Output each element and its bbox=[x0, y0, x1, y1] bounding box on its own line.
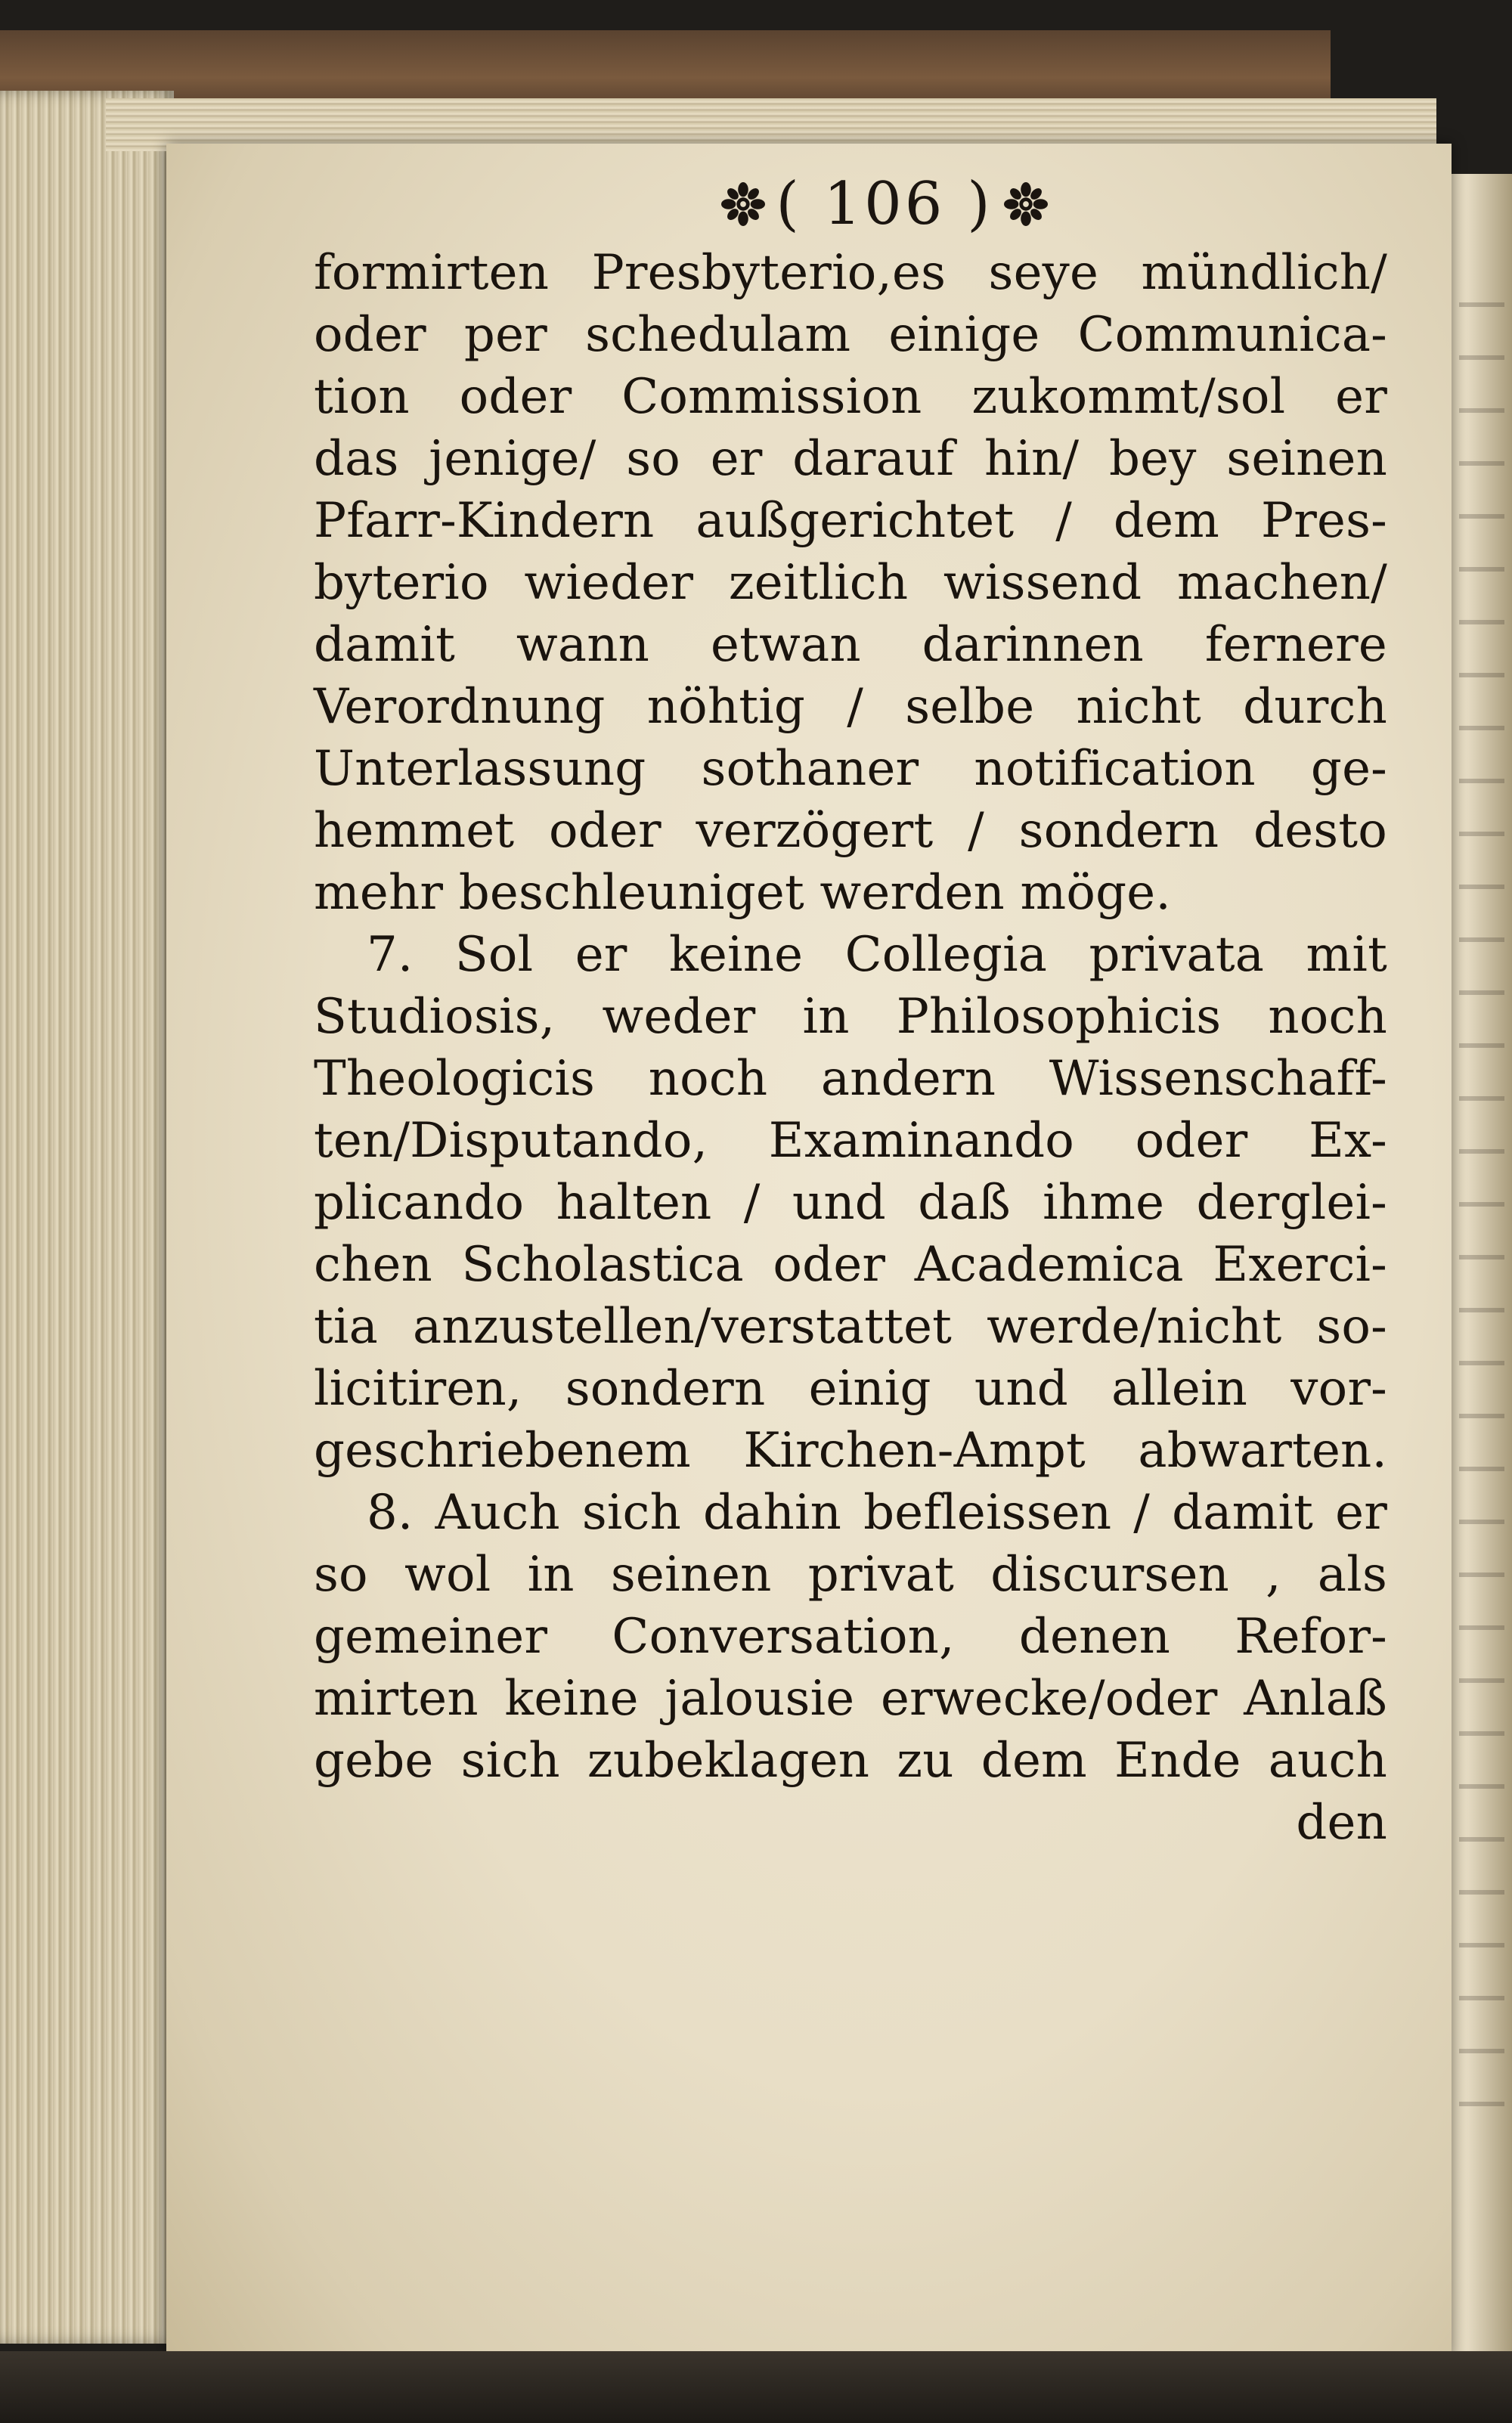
text-line: Verordnung nöhtig / selbe nicht durch bbox=[314, 679, 1387, 735]
text-line: damit wann etwan darinnen fernere bbox=[314, 617, 1387, 673]
paragraph-8-start: 8. Auch sich dahin befleissen / damit er bbox=[367, 1485, 1387, 1541]
text-line: tion oder Commission zukommt/sol er bbox=[314, 369, 1387, 425]
text-line: chen Scholastica oder Academica Exerci- bbox=[314, 1237, 1387, 1293]
text-line: Pfarr-Kindern außgerichtet / dem Pres- bbox=[314, 493, 1387, 549]
text-line: mehr beschleuniget werden möge. bbox=[314, 865, 1171, 921]
flower-ornament-icon bbox=[721, 182, 765, 226]
text-line: gemeiner Conversation, denen Refor- bbox=[314, 1609, 1387, 1665]
text-line: ten/Disputando, Examinando oder Ex- bbox=[314, 1113, 1387, 1169]
text-line: plicando halten / und daß ihme derglei- bbox=[314, 1175, 1387, 1231]
page-edges-left bbox=[0, 91, 174, 2344]
text-line: Studiosis, weder in Philosophicis noch bbox=[314, 989, 1387, 1045]
text-line: byterio wieder zeitlich wissend machen/ bbox=[314, 555, 1387, 611]
text-line: formirten Presbyterio,es seye mündlich/ bbox=[314, 245, 1387, 301]
text-line: tia anzustellen/verstattet werde/nicht so- bbox=[314, 1299, 1387, 1355]
text-line: gebe sich zubeklagen zu dem Ende auch bbox=[314, 1733, 1387, 1789]
text-line: so wol in seinen privat discursen , als bbox=[314, 1547, 1387, 1603]
catchword: den bbox=[1296, 1795, 1387, 1851]
page-header bbox=[696, 163, 1074, 246]
facing-page-bleed bbox=[1459, 302, 1504, 2117]
book-bottom bbox=[0, 2351, 1512, 2423]
text-line: oder per schedulam einige Communica- bbox=[314, 307, 1387, 363]
flower-ornament-icon bbox=[1004, 182, 1048, 226]
text-line: licitiren, sondern einig und allein vor- bbox=[314, 1361, 1387, 1417]
text-line: Unterlassung sothaner notification ge- bbox=[314, 741, 1387, 797]
text-line: mirten keine jalousie erwecke/oder Anlaß bbox=[314, 1671, 1387, 1727]
body-text bbox=[314, 242, 1387, 1854]
text-line: hemmet oder verzögert / sondern desto bbox=[314, 803, 1387, 859]
text-line: das jenige/ so er darauf hin/ bey seinen bbox=[314, 431, 1387, 487]
page-number: ( 106 ) bbox=[776, 170, 993, 238]
text-line: geschriebenem Kirchen-Ampt abwarten. bbox=[314, 1423, 1387, 1479]
paragraph-7-start: 7. Sol er keine Collegia privata mit bbox=[367, 927, 1387, 983]
text-line: Theologicis noch andern Wissenschaff- bbox=[314, 1051, 1387, 1107]
